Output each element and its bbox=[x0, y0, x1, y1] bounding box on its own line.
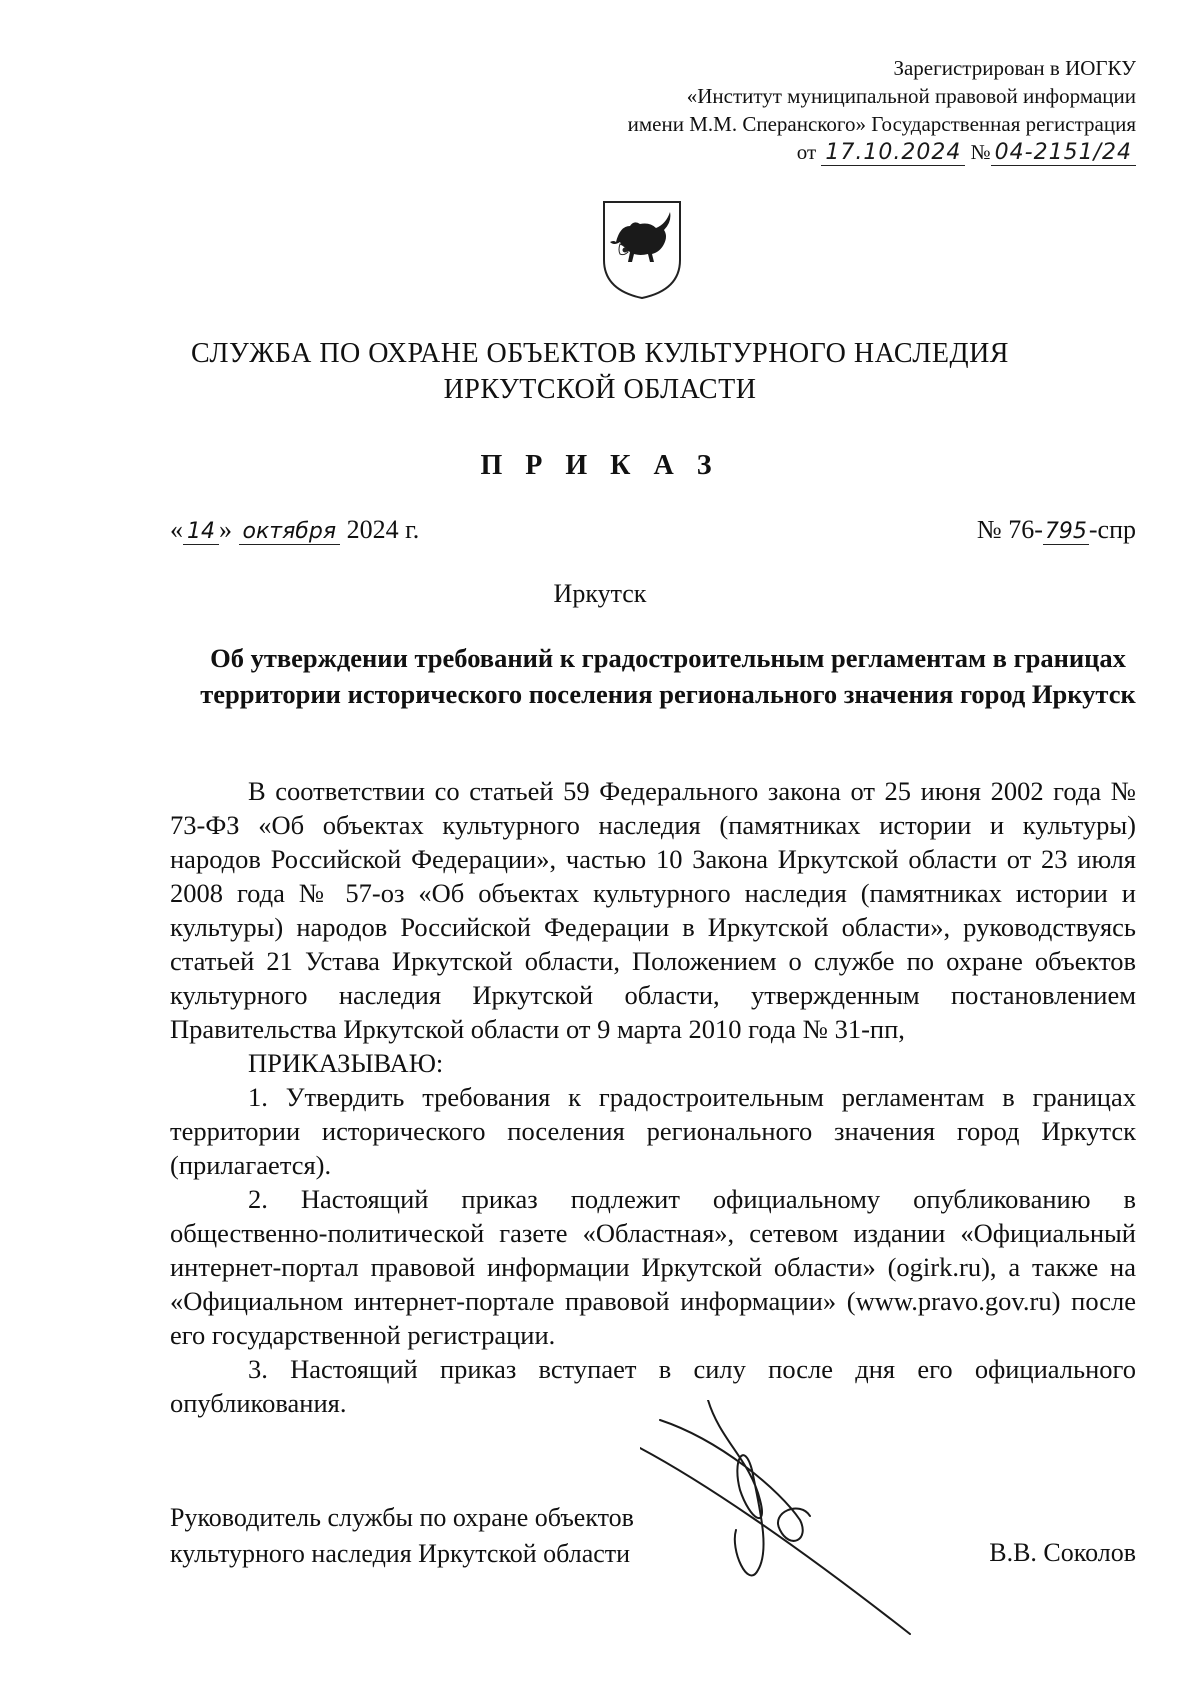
date-year: 2024 г. bbox=[346, 515, 420, 544]
registration-stamp bbox=[628, 54, 1136, 167]
signer-name: В.В. Соколов bbox=[989, 1538, 1136, 1567]
order-item-3: 3. Настоящий приказ вступает в силу после дня его официального опубликования. bbox=[170, 1354, 1136, 1418]
date-open-quote: « bbox=[170, 515, 183, 544]
document-title: П Р И К А З bbox=[480, 450, 720, 481]
order-date bbox=[170, 515, 419, 545]
registration-date-handwritten: 17.10.2024 bbox=[821, 140, 965, 166]
registration-line-4 bbox=[628, 138, 1136, 167]
registration-number-label: № bbox=[970, 140, 991, 164]
order-number bbox=[977, 515, 1136, 545]
date-close-quote: » bbox=[219, 515, 232, 544]
registration-from-label: от bbox=[796, 140, 817, 164]
signer-position-line-2: культурного наследия Иркутской области bbox=[170, 1539, 631, 1568]
city: Иркутск bbox=[553, 579, 647, 608]
number-suffix: -спр bbox=[1088, 515, 1136, 544]
registration-line-2: «Институт муниципальной правовой информации bbox=[686, 84, 1136, 108]
order-item-2: 2. Настоящий приказ подлежит официальному опубликованию в общественно-политической газете «Областная», сетевом издании «Официальный интернет-портал правовой информации Иркутской области» (ogirk.ru), а также на «Официальном интернет-портале правовой информации» (www.pravo.gov.ru) после его государственной регистрации. bbox=[170, 1184, 1136, 1350]
order-subject: Об утверждении требований к градостроительным регламентам в границах территории исторического поселения регионального значения город Иркутск bbox=[200, 643, 1136, 709]
preamble-paragraph: В соответствии со статьей 59 Федерального закона от 25 июня 2002 года № 73-ФЗ «Об объектах культурного наследия (памятниках истории и культуры) народов Российской Федерации», частью 10 Закона Иркутской области от 23 июля 2008 года № 57-оз «Об объектах культурного наследия (памятниках истории и культуры) народов Российской Федерации в Иркутской области», руководствуясь статьей 21 Устава Иркутской области, Положением о службе по охране объектов культурного наследия Иркутской области, утвержденным постановлением Правительства Иркутской области от 9 марта 2010 года № 31-пп, bbox=[170, 776, 1136, 1044]
irkutsk-coat-of-arms-icon bbox=[598, 198, 686, 302]
order-item-1: 1. Утвердить требования к градостроительным регламентам в границах территории исторического поселения регионального значения город Иркутск (прилагается). bbox=[170, 1082, 1136, 1180]
date-month-handwritten: октября bbox=[239, 519, 341, 545]
signer-position-line-1: Руководитель службы по охране объектов bbox=[170, 1503, 634, 1532]
registration-line-3: имени М.М. Сперанского» Государственная регистрация bbox=[627, 112, 1136, 136]
date-day-handwritten: 14 bbox=[183, 519, 219, 545]
handwritten-signature bbox=[640, 1400, 940, 1640]
number-handwritten: 795 bbox=[1044, 519, 1087, 544]
signer-position bbox=[170, 1500, 634, 1572]
order-body bbox=[170, 774, 1136, 1420]
registration-line-1: Зарегистрирован в ИОГКУ bbox=[893, 56, 1136, 80]
registration-number-handwritten: 04-2151/24 bbox=[991, 140, 1136, 166]
order-word: ПРИКАЗЫВАЮ: bbox=[248, 1048, 444, 1078]
number-prefix: № 76- bbox=[976, 515, 1043, 544]
organization-name-line-1: СЛУЖБА ПО ОХРАНЕ ОБЪЕКТОВ КУЛЬТУРНОГО НАСЛЕДИЯ bbox=[191, 338, 1009, 369]
organization-name-line-2: ИРКУТСКОЙ ОБЛАСТИ bbox=[443, 374, 757, 405]
